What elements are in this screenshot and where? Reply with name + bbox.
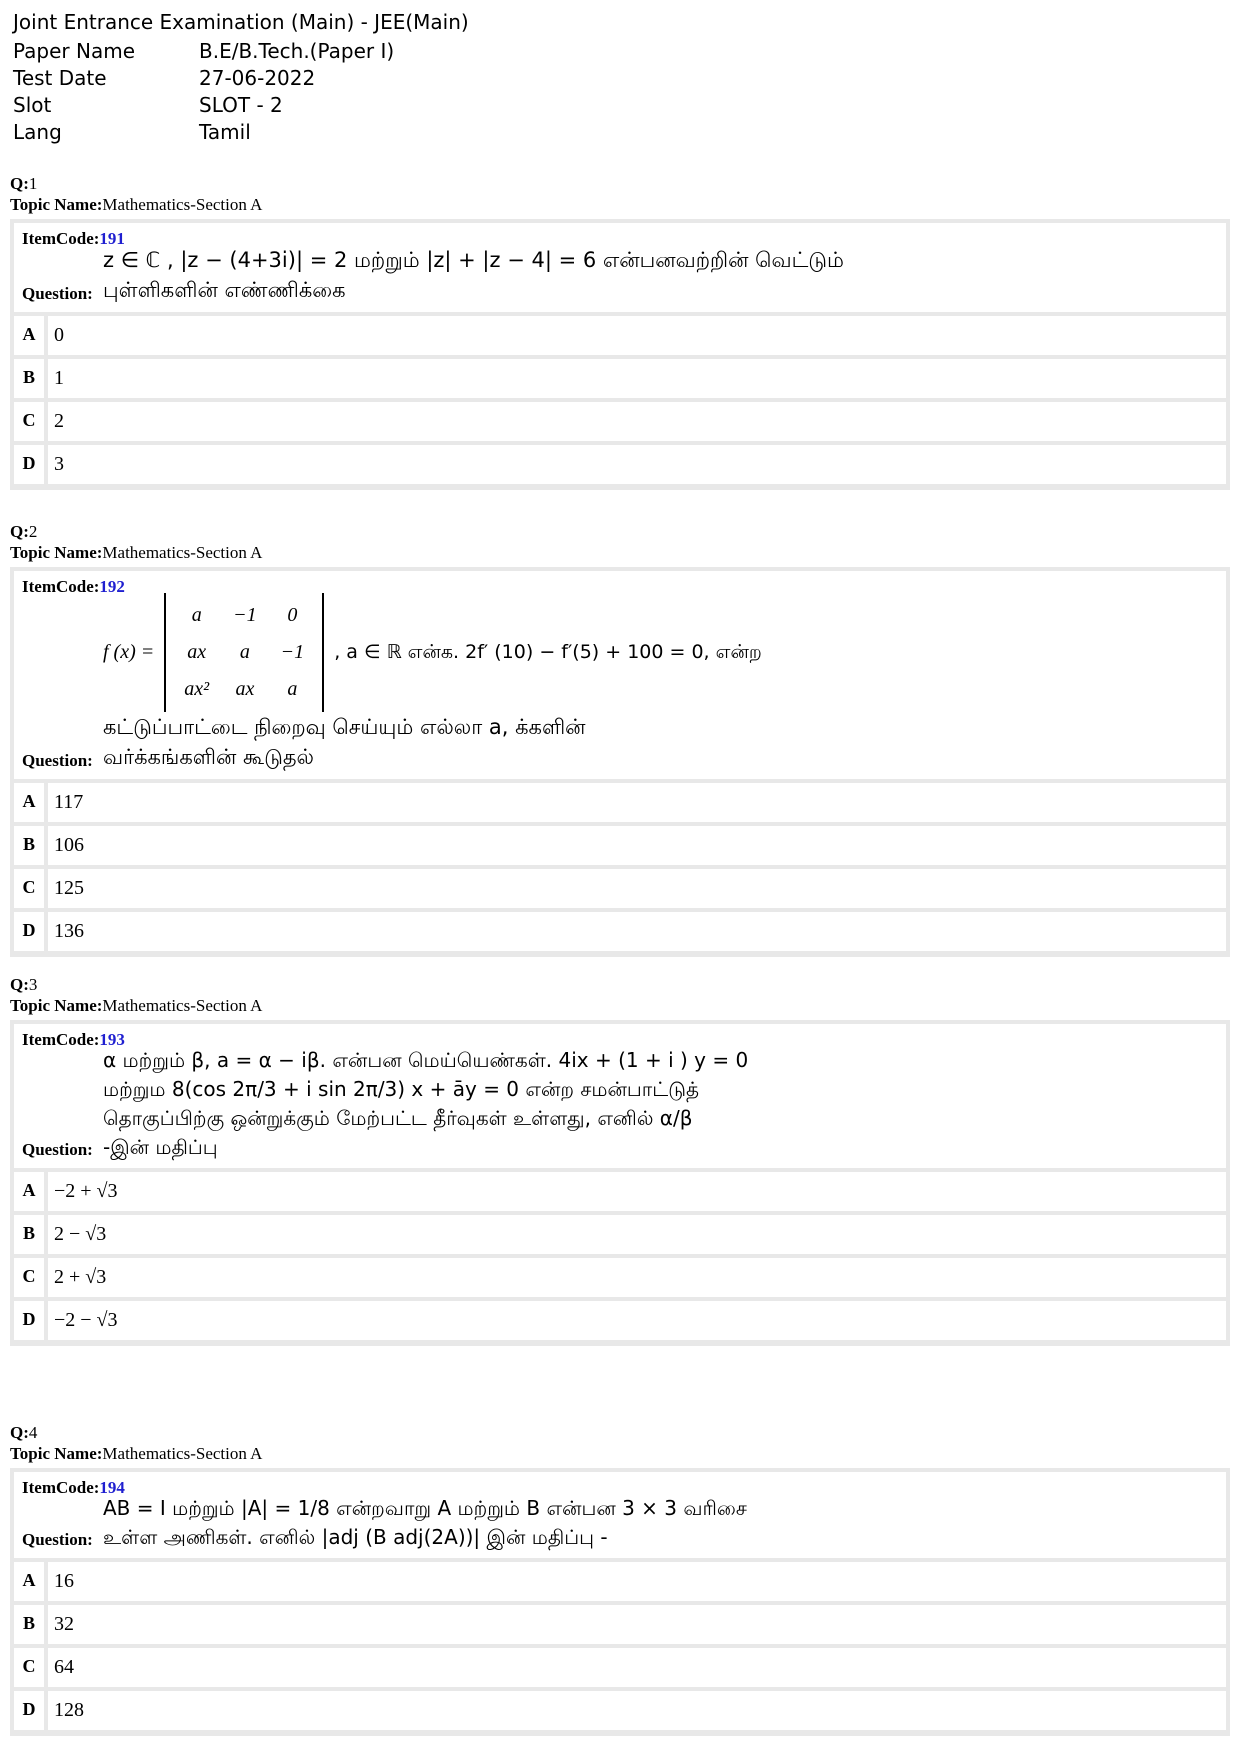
matrix-cell: a xyxy=(287,678,298,700)
info-value: Tamil xyxy=(199,119,251,144)
option-label: C xyxy=(14,1258,44,1297)
question-number: Q:3 xyxy=(10,975,38,994)
question-text xyxy=(103,245,844,306)
question-body xyxy=(22,597,1218,773)
question-line: AB = I மற்றும் |A| = 1/8 என்றவாறு A மற்றும் B என்பன 3 × 3 வரிசை xyxy=(103,1496,747,1520)
info-row xyxy=(13,37,394,64)
option-a[interactable] xyxy=(14,1172,1226,1211)
info-key: Slot xyxy=(13,92,52,117)
option-b[interactable] xyxy=(14,1605,1226,1644)
question-text xyxy=(103,593,762,773)
question-line: மற்றும 8(cos 2π/3 + i sin 2π/3) x + āy = 0 என்ற சமன்பாட்டுத் xyxy=(103,1077,700,1101)
exam-info-table xyxy=(13,37,394,145)
option-label: B xyxy=(14,1215,44,1254)
question-line: z ∈ ℂ , |z − (4+3i)| = 2 மற்றும் |z| + |z − 4| = 6 என்பனவற்றின் வெட்டும் xyxy=(103,248,844,272)
question-text xyxy=(103,1494,747,1552)
topic-name: Topic Name:Mathematics-Section A xyxy=(10,1444,263,1463)
info-row xyxy=(13,64,394,91)
option-d[interactable] xyxy=(14,445,1226,484)
option-value: 136 xyxy=(48,912,1226,951)
option-label: C xyxy=(14,402,44,441)
question-box xyxy=(10,219,1230,490)
determinant xyxy=(164,593,324,712)
option-value: 16 xyxy=(48,1562,1226,1601)
option-label: A xyxy=(14,783,44,822)
matrix-cell: −1 xyxy=(280,641,305,663)
option-c[interactable] xyxy=(14,869,1226,908)
option-label: A xyxy=(14,316,44,355)
option-label: C xyxy=(14,869,44,908)
question-line: புள்ளிகளின் எண்ணிக்கை xyxy=(103,278,346,303)
info-key: Paper Name xyxy=(13,38,136,63)
option-value: 117 xyxy=(48,783,1226,822)
question-label: Question: xyxy=(22,750,93,770)
info-value: SLOT - 2 xyxy=(199,92,283,117)
option-label: B xyxy=(14,826,44,865)
question-line: α மற்றும் β, a = α − iβ. என்பன மெய்யெண்கள். 4ix + (1 + i ) y = 0 xyxy=(103,1048,749,1072)
topic-name: Topic Name:Mathematics-Section A xyxy=(10,195,263,214)
exam-title: Joint Entrance Examination (Main) - JEE(Main) xyxy=(13,10,469,34)
question-body xyxy=(22,249,1218,306)
option-a[interactable] xyxy=(14,783,1226,822)
matrix-cell: ax xyxy=(187,641,207,663)
info-key: Lang xyxy=(13,119,62,144)
question-cell xyxy=(14,223,1226,312)
option-label: A xyxy=(14,1172,44,1211)
question-number: Q:4 xyxy=(10,1423,38,1442)
option-b[interactable] xyxy=(14,1215,1226,1254)
option-label: D xyxy=(14,1301,44,1340)
option-label: B xyxy=(14,1605,44,1644)
exam-header xyxy=(13,10,469,145)
option-a[interactable] xyxy=(14,1562,1226,1601)
question-line: தொகுப்பிற்கு ஒன்றுக்கும் மேற்பட்ட தீர்வுகள் உள்ளது, எனில் α/β xyxy=(103,1106,693,1130)
question-line: , a ∈ ℝ என்க. 2f′ (10) − f′(5) + 100 = 0, என்ற xyxy=(334,641,762,663)
info-value: 27-06-2022 xyxy=(199,65,316,90)
option-value: 2 + √3 xyxy=(48,1258,1226,1297)
option-c[interactable] xyxy=(14,1648,1226,1687)
option-value: 1 xyxy=(48,359,1226,398)
option-value: 64 xyxy=(48,1648,1226,1687)
question-block-3 xyxy=(10,975,1230,1346)
topic-name: Topic Name:Mathematics-Section A xyxy=(10,996,263,1015)
question-box xyxy=(10,1020,1230,1346)
question-text xyxy=(103,1046,748,1162)
option-b[interactable] xyxy=(14,359,1226,398)
question-label: Question: xyxy=(22,1140,93,1159)
item-code: ItemCode:191 xyxy=(22,229,125,248)
matrix-cell: ax xyxy=(235,678,255,700)
option-label: A xyxy=(14,1562,44,1601)
option-value: −2 + √3 xyxy=(48,1172,1226,1211)
option-label: D xyxy=(14,912,44,951)
info-row xyxy=(13,91,394,118)
matrix-cell: ax² xyxy=(184,678,210,700)
matrix-cell: a xyxy=(191,604,202,626)
option-d[interactable] xyxy=(14,1691,1226,1730)
function-label: f (x) = xyxy=(103,641,155,663)
matrix-cell: −1 xyxy=(233,604,257,626)
item-code: ItemCode:192 xyxy=(22,577,125,596)
question-number: Q:1 xyxy=(10,174,38,193)
question-body xyxy=(22,1050,1218,1162)
matrix-cell: 0 xyxy=(287,604,298,626)
question-block-2 xyxy=(10,522,1230,957)
question-number: Q:2 xyxy=(10,522,38,541)
item-code: ItemCode:193 xyxy=(22,1030,125,1049)
option-label: D xyxy=(14,445,44,484)
option-d[interactable] xyxy=(14,912,1226,951)
option-value: 3 xyxy=(48,445,1226,484)
question-block-1 xyxy=(10,174,1230,490)
question-line: -இன் மதிப்பு xyxy=(103,1135,218,1159)
info-key: Test Date xyxy=(13,65,107,90)
option-d[interactable] xyxy=(14,1301,1226,1340)
option-b[interactable] xyxy=(14,826,1226,865)
option-c[interactable] xyxy=(14,402,1226,441)
question-box xyxy=(10,567,1230,957)
option-value: 0 xyxy=(48,316,1226,355)
option-label: D xyxy=(14,1691,44,1730)
option-value: 125 xyxy=(48,869,1226,908)
option-a[interactable] xyxy=(14,316,1226,355)
question-body xyxy=(22,1498,1218,1552)
question-cell xyxy=(14,571,1226,779)
question-line: வர்க்கங்களின் கூடுதல் xyxy=(103,745,314,770)
question-cell xyxy=(14,1024,1226,1168)
topic-name: Topic Name:Mathematics-Section A xyxy=(10,543,263,562)
option-value: 2 − √3 xyxy=(48,1215,1226,1254)
question-line: கட்டுப்பாட்டை நிறைவு செய்யும் எல்லா a, க்களின் xyxy=(103,715,586,739)
option-label: C xyxy=(14,1648,44,1687)
option-value: 106 xyxy=(48,826,1226,865)
option-label: B xyxy=(14,359,44,398)
item-code: ItemCode:194 xyxy=(22,1478,125,1497)
question-block-4 xyxy=(10,1423,1230,1736)
question-label: Question: xyxy=(22,283,93,303)
question-box xyxy=(10,1468,1230,1736)
matrix-cell: a xyxy=(239,641,250,663)
option-c[interactable] xyxy=(14,1258,1226,1297)
option-value: 2 xyxy=(48,402,1226,441)
option-value: −2 − √3 xyxy=(48,1301,1226,1340)
determinant-line xyxy=(103,593,762,712)
info-row xyxy=(13,118,394,145)
info-value: B.E/B.Tech.(Paper I) xyxy=(199,38,395,63)
question-label: Question: xyxy=(22,1530,93,1549)
option-value: 32 xyxy=(48,1605,1226,1644)
question-cell xyxy=(14,1472,1226,1558)
question-line: உள்ள அணிகள். எனில் |adj (B adj(2A))| இன் மதிப்பு - xyxy=(103,1525,608,1549)
option-value: 128 xyxy=(48,1691,1226,1730)
